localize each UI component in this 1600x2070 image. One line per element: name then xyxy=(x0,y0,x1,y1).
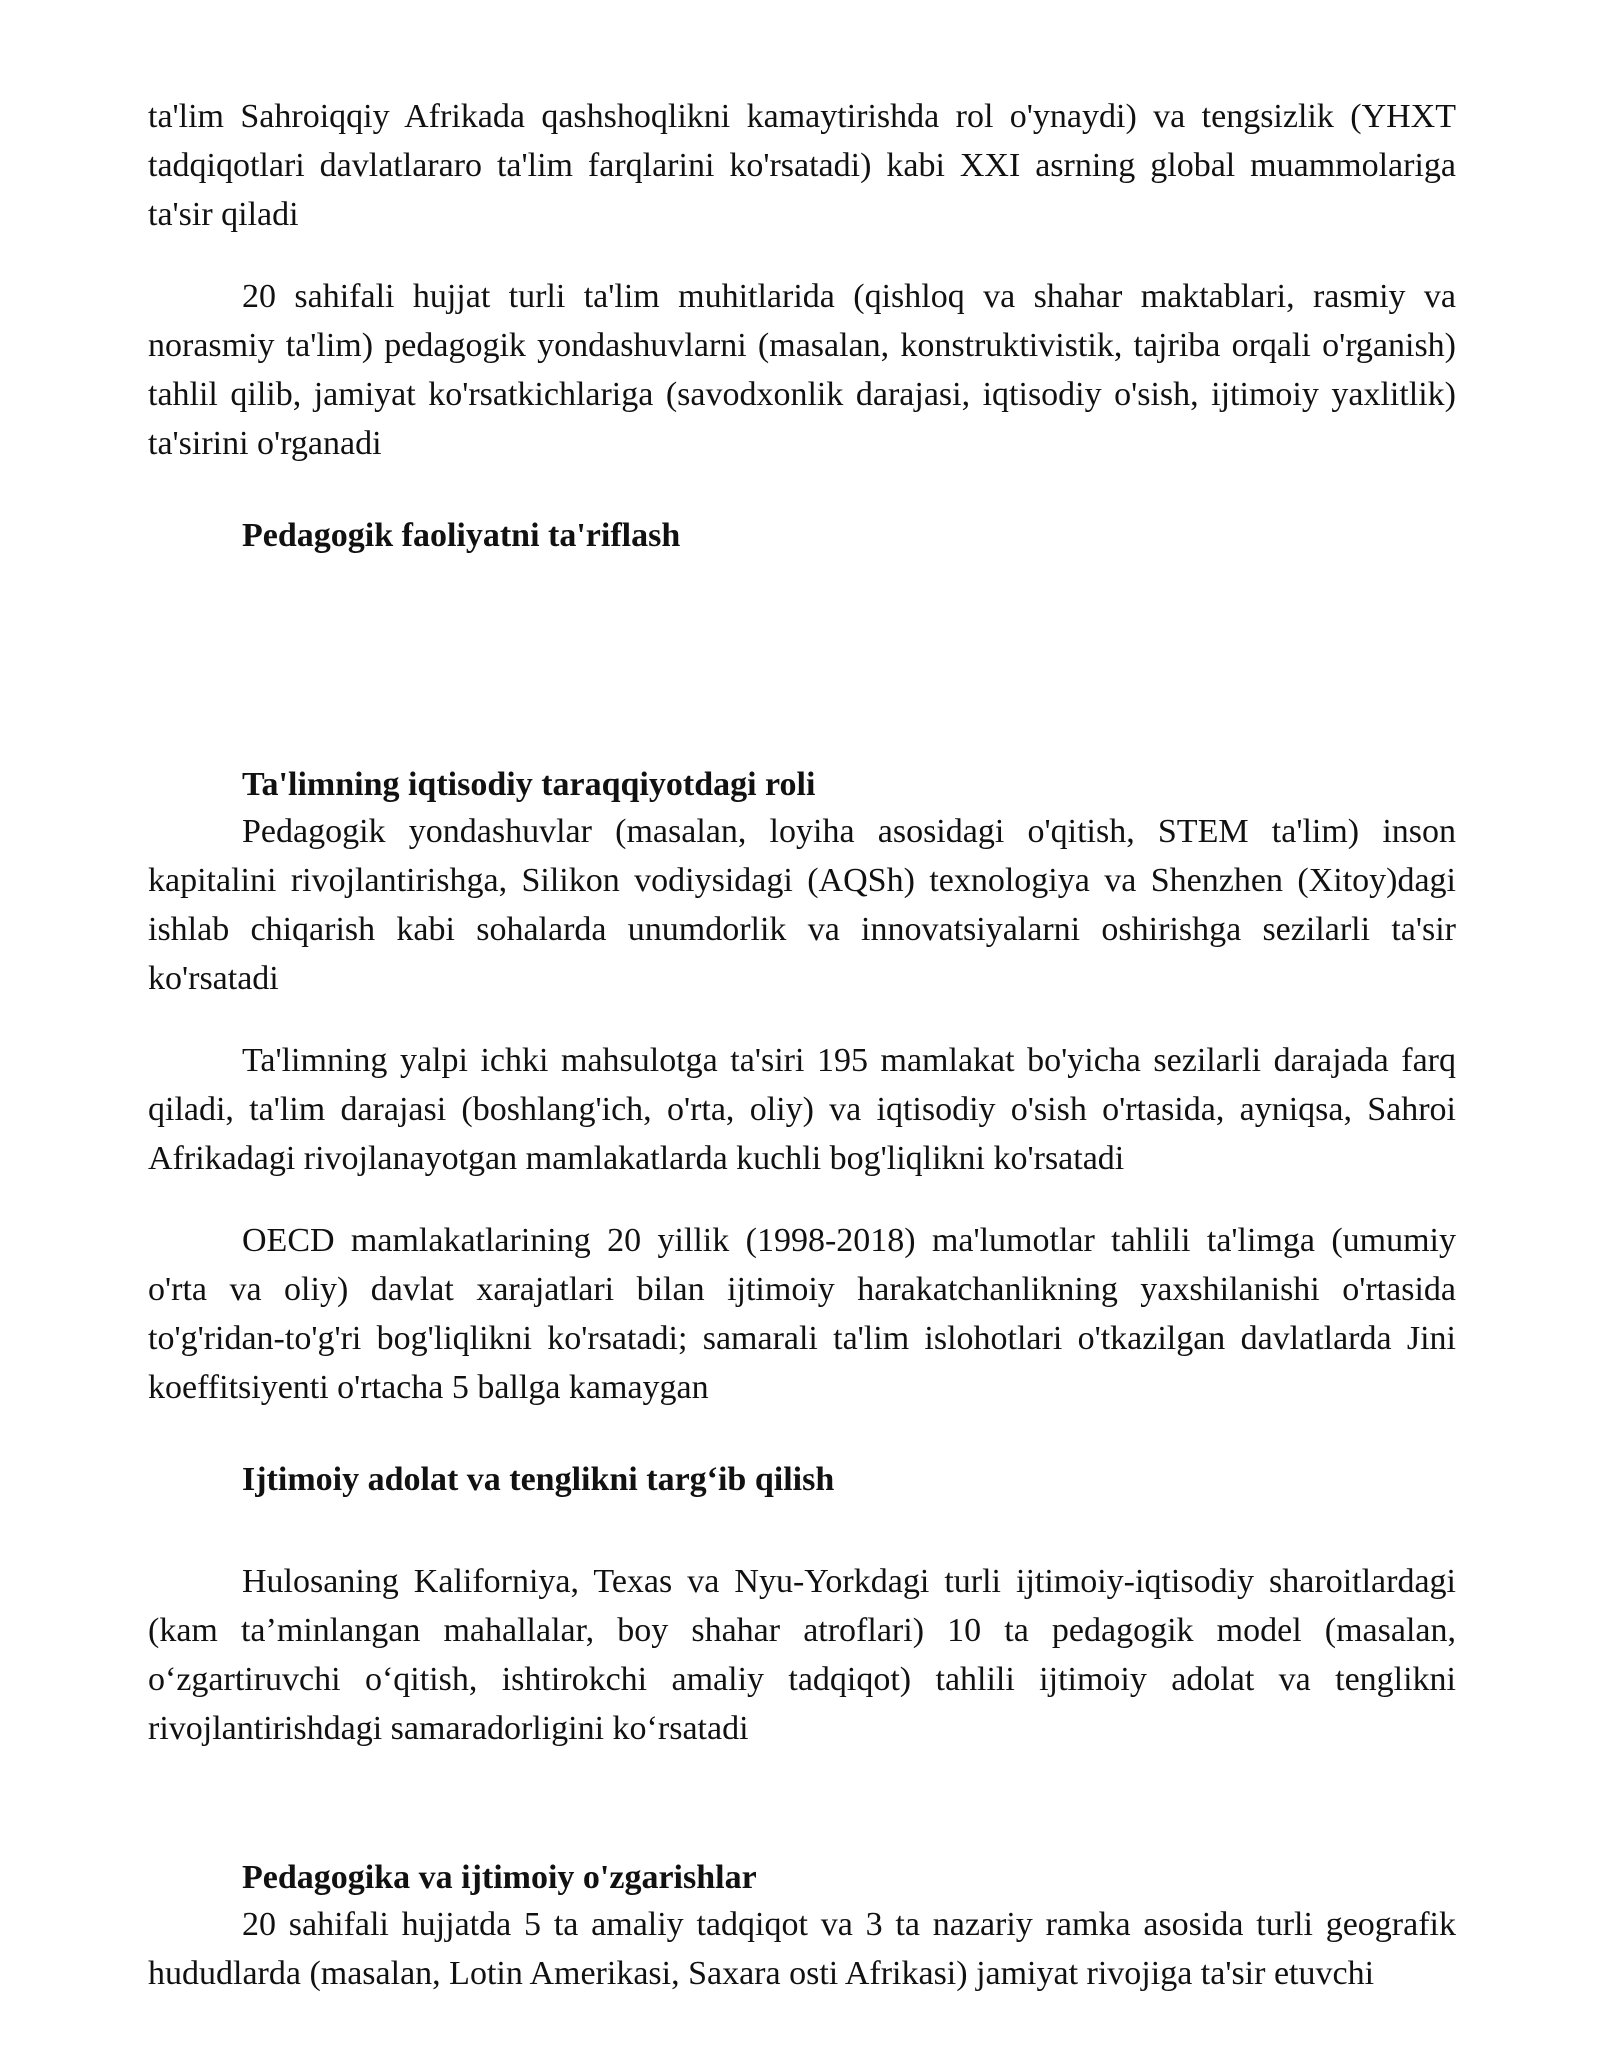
section-heading-ijtimoiy-adolat: Ijtimoiy adolat va tenglikni targ‘ib qilish xyxy=(242,1461,835,1498)
document-body xyxy=(148,92,1456,1998)
body-paragraph-7: 20 sahifali hujjatda 5 ta amaliy tadqiqot va 3 ta nazariy ramka asosida turli geografik hududlarda (masalan, Lotin Amerikasi, Saxara osti Afrikasi) jamiyat rivojiga ta'sir etuvchi xyxy=(148,1906,1456,1992)
section-heading-pedagogik-faoliyat: Pedagogik faoliyatni ta'riflash xyxy=(242,517,681,554)
body-paragraph-4: Ta'limning yalpi ichki mahsulotga ta'siri 195 mamlakat bo'yicha sezilarli darajada farq qiladi, ta'lim darajasi (boshlang'ich, o'rta, oliy) va iqtisodiy o'sish o'rtasida, ayniqsa, Sahroi Afrikadagi rivojlanayotgan mamlakatlarda kuchli bog'liqlikni ko'rsatadi xyxy=(148,1042,1456,1177)
body-paragraph-2: 20 sahifali hujjat turli ta'lim muhitlarida (qishloq va shahar maktablari, rasmiy va norasmiy ta'lim) pedagogik yondashuvlarni (masalan, konstruktivistik, tajriba orqali o'rganish) tahlil qilib, jamiyat ko'rsatkichlariga (savodxonlik darajasi, iqtisodiy o'sish, ijtimoiy yaxlitlik) ta'sirini o'rganadi xyxy=(148,278,1456,462)
body-paragraph-6: Hulosaning Kaliforniya, Texas va Nyu-Yorkdagi turli ijtimoiy-iqtisodiy sharoitlardagi (kam ta’minlangan mahallalar, boy shahar atroflari) 10 ta pedagogik model (masalan, o‘zgartiruvchi o‘qitish, ishtirokchi amaliy tadqiqot) tahlili ijtimoiy adolat va tenglikni rivojlantirishdagi samaradorligini ko‘rsatadi xyxy=(148,1563,1456,1747)
body-paragraph-3: Pedagogik yondashuvlar (masalan, loyiha asosidagi o'qitish, STEM ta'lim) inson kapitalini rivojlantirishga, Silikon vodiysidagi (AQSh) texnologiya va Shenzhen (Xitoy)dagi ishlab chiqarish kabi sohalarda unumdorlik va innovatsiyalarni oshirishga sezilarli ta'sir ko'rsatadi xyxy=(148,813,1456,997)
section-heading-ijtimoiy-ozgarishlar: Pedagogika va ijtimoiy o'zgarishlar xyxy=(242,1859,757,1896)
body-paragraph-1: ta'lim Sahroiqqiy Afrikada qashshoqlikni kamaytirishda rol o'ynaydi) va tengsizlik (YHXT tadqiqotlari davlatlararo ta'lim farqlarini ko'rsatadi) kabi XXI asrning global muammolariga ta'sir qiladi xyxy=(148,98,1456,233)
section-heading-iqtisodiy-taraqqiyot: Ta'limning iqtisodiy taraqqiyotdagi roli xyxy=(242,766,816,803)
body-paragraph-5: OECD mamlakatlarining 20 yillik (1998-2018) ma'lumotlar tahlili ta'limga (umumiy o'rta va oliy) davlat xarajatlari bilan ijtimoiy harakatchanlikning yaxshilanishi o'rtasida to'g'ridan-to'g'ri bog'liqlikni ko'rsatadi; samarali ta'lim islohotlari o'tkazilgan davlatlarda Jini koeffitsiyenti o'rtacha 5 ballga kamaygan xyxy=(148,1222,1456,1406)
